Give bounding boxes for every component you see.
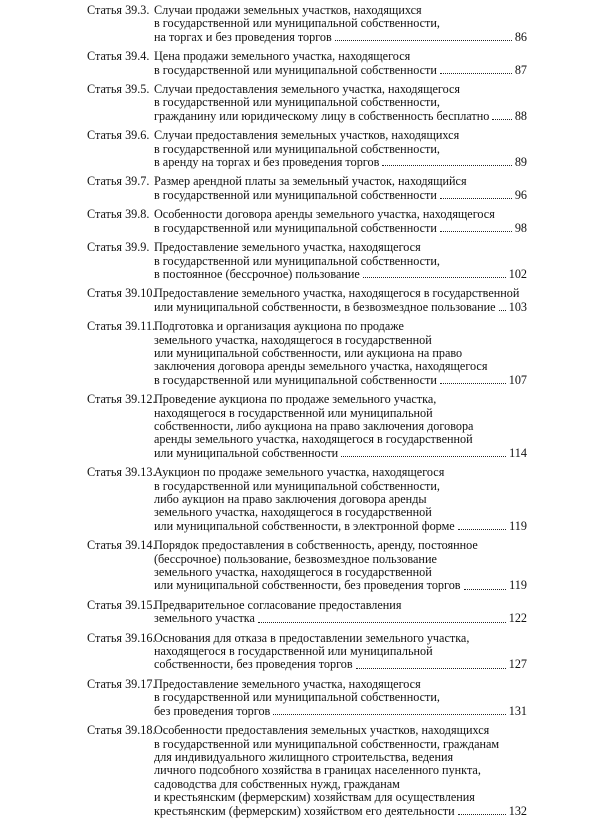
title-line: садоводства для собственных нужд, гражданам — [154, 777, 400, 791]
page-number: 107 — [508, 373, 527, 387]
toc-entry — [87, 208, 527, 235]
title-line-last — [154, 612, 527, 625]
dot-leader — [492, 118, 512, 120]
toc-entry — [87, 632, 527, 672]
title-line-last — [154, 658, 527, 671]
title-line: либо аукцион на право заключения договора аренды — [154, 493, 427, 506]
title-line-text: в государственной или муниципальной собственности — [154, 188, 437, 202]
article-title — [154, 466, 527, 533]
title-line-last — [154, 374, 527, 387]
dot-leader — [458, 528, 506, 530]
title-line-text: земельного участка — [154, 612, 255, 626]
article-label: Статья 39.3. — [87, 3, 150, 17]
dot-leader — [440, 197, 512, 199]
title-line-text: собственности, без проведения торгов — [154, 658, 353, 672]
toc-entry — [87, 539, 527, 593]
title-line-text: в государственной или муниципальной собственности — [154, 63, 437, 77]
toc-entry — [87, 599, 527, 626]
article-label: Статья 39.16. — [87, 630, 156, 645]
article-title — [154, 632, 527, 672]
toc-entry — [87, 724, 527, 818]
page-number: 98 — [514, 221, 527, 235]
article-title — [154, 320, 527, 387]
dot-leader — [363, 276, 506, 278]
toc-entry — [87, 83, 527, 123]
toc-entry — [87, 50, 527, 77]
article-title — [154, 175, 527, 202]
title-line-text: на торгах и без проведения торгов — [154, 30, 332, 44]
title-line-last — [154, 189, 527, 202]
article-label: Статья 39.9. — [87, 240, 150, 255]
article-title — [154, 539, 527, 593]
title-line-last — [154, 110, 527, 123]
title-line: Случаи предоставления земельного участка, находящегося — [154, 83, 461, 97]
title-line: Предоставление земельного участка, находящегося — [154, 241, 421, 255]
title-line: Подготовка и организация аукциона по продаже — [154, 320, 404, 334]
title-line-last — [154, 301, 527, 314]
title-line: Порядок предоставления в собственность, аренду, постоянное — [154, 539, 478, 553]
title-line-last — [154, 705, 527, 718]
article-title — [154, 83, 527, 123]
title-line-last — [154, 520, 527, 533]
article-label: Статья 39.13. — [87, 465, 156, 480]
dot-leader — [273, 713, 505, 715]
article-title — [154, 129, 527, 169]
toc-entry — [87, 393, 527, 460]
title-line: Основания для отказа в предоставлении земельного участка, — [154, 631, 470, 645]
toc-entry — [87, 287, 527, 314]
title-line-last — [154, 805, 527, 818]
title-line-text: крестьянским (фермерским) хозяйством его деятельности — [154, 804, 455, 818]
title-line: Цена продажи земельного участка, находящегося — [154, 50, 411, 64]
toc-entry — [87, 129, 527, 169]
title-line: Особенности предоставления земельных участков, находящихся — [154, 724, 490, 738]
title-line: аренды земельного участка, находящегося в государственной — [154, 433, 473, 447]
title-line-last — [154, 31, 527, 44]
title-line: для индивидуального жилищного строительства, ведения — [154, 750, 454, 764]
title-line-text: или муниципальной собственности — [154, 446, 339, 460]
title-line: Размер арендной платы за земельный участок, находящийся — [154, 175, 467, 189]
article-title — [154, 4, 527, 44]
dot-leader — [356, 667, 506, 669]
page-number: 127 — [508, 658, 527, 672]
title-line-text: в государственной или муниципальной собственности — [154, 373, 437, 387]
title-line: или муниципальной собственности, или аукциона на право — [154, 346, 463, 360]
toc-entry — [87, 678, 527, 718]
article-label: Статья 39.4. — [87, 49, 150, 64]
page-number: 88 — [514, 109, 527, 123]
page-number: 122 — [508, 612, 527, 626]
article-title — [154, 50, 527, 77]
article-label: Статья 39.10. — [87, 286, 156, 301]
title-line-text: в постоянное (бессрочное) пользование — [154, 267, 360, 281]
page-number: 102 — [508, 267, 527, 281]
title-line: Случаи предоставления земельных участков, находящихся — [154, 129, 460, 143]
title-line: личного подсобного хозяйства в границах населенного пункта, — [154, 764, 481, 778]
title-line: в государственной или муниципальной собственности, — [154, 691, 440, 705]
title-line: Проведение аукциона по продаже земельного участка, — [154, 393, 437, 407]
toc-entry — [87, 241, 527, 281]
title-line-last — [154, 156, 527, 169]
title-line-text: или муниципальной собственности, без проведения торгов — [154, 579, 461, 593]
title-line: в государственной или муниципальной собственности, гражданам — [154, 737, 500, 751]
page-number: 114 — [509, 446, 527, 460]
title-line-last — [154, 268, 527, 281]
article-label: Статья 39.15. — [87, 597, 156, 612]
title-line: Аукцион по продаже земельного участка, находящегося — [154, 466, 445, 480]
dot-leader — [458, 813, 506, 815]
article-title — [154, 208, 527, 235]
toc-entry — [87, 4, 527, 44]
toc-entry — [87, 466, 527, 533]
article-label: Статья 39.6. — [87, 128, 150, 143]
title-line: земельного участка, находящегося в государственной — [154, 566, 432, 580]
article-title — [154, 241, 527, 281]
page-number: 86 — [514, 30, 527, 44]
title-line-text: в государственной или муниципальной собственности — [154, 221, 437, 235]
dot-leader — [382, 164, 511, 166]
title-line: и крестьянским (фермерским) хозяйствам для осуществления — [154, 791, 475, 805]
toc-entry — [87, 175, 527, 202]
title-line-text: гражданину или юридическому лицу в собственность бесплатно — [154, 109, 490, 123]
page-number: 89 — [514, 156, 527, 170]
article-label: Статья 39.18. — [87, 723, 156, 738]
title-line-text: или муниципальной собственности, в электронной форме — [154, 519, 455, 533]
article-title — [154, 599, 527, 626]
title-line: Предоставление земельного участка, находящегося в государственной — [154, 287, 520, 301]
title-line: Предоставление земельного участка, находящегося — [154, 677, 421, 691]
toc-entry — [87, 320, 527, 387]
page-number: 96 — [514, 188, 527, 202]
title-line: земельного участка, находящегося в государственной — [154, 333, 432, 347]
dot-leader — [335, 39, 512, 41]
title-line-text: или муниципальной собственности, в безвозмездное пользование — [154, 300, 496, 314]
page-number: 119 — [509, 519, 527, 533]
title-line: Предварительное согласование предоставления — [154, 598, 402, 612]
article-label: Статья 39.5. — [87, 82, 150, 97]
title-line: Случаи продажи земельных участков, находящихся — [154, 4, 422, 17]
title-line: в государственной или муниципальной собственности, — [154, 479, 440, 493]
page-number: 131 — [508, 704, 527, 718]
article-title — [154, 724, 527, 818]
page-number: 119 — [509, 579, 527, 593]
title-line: в государственной или муниципальной собственности, — [154, 96, 440, 110]
title-line: находящегося в государственной или муниципальной — [154, 645, 433, 659]
dot-leader — [258, 621, 506, 623]
title-line-last — [154, 447, 527, 460]
title-line: в государственной или муниципальной собственности, — [154, 254, 440, 268]
article-label: Статья 39.17. — [87, 676, 156, 691]
title-line: собственности, либо аукциона на право заключения договора — [154, 419, 474, 433]
dot-leader — [440, 230, 512, 232]
title-line-last — [154, 222, 527, 235]
dot-leader — [464, 588, 507, 590]
dot-leader — [440, 72, 512, 74]
article-title — [154, 678, 527, 718]
article-label: Статья 39.8. — [87, 207, 150, 222]
article-label: Статья 39.7. — [87, 174, 150, 189]
table-of-contents — [87, 4, 527, 824]
title-line: в государственной или муниципальной собственности, — [154, 17, 440, 31]
dot-leader — [440, 382, 506, 384]
dot-leader — [499, 309, 506, 311]
article-title — [154, 287, 527, 314]
title-line: Особенности договора аренды земельного участка, находящегося — [154, 208, 495, 222]
title-line-last — [154, 64, 527, 77]
title-line: заключения договора аренды земельного участка, находящегося — [154, 360, 488, 374]
title-line: находящегося в государственной или муниципальной — [154, 406, 433, 420]
page-number: 103 — [508, 300, 527, 314]
title-line-last — [154, 579, 527, 592]
page-number: 87 — [514, 63, 527, 77]
page-number: 132 — [508, 804, 527, 818]
dot-leader — [341, 455, 506, 457]
article-label: Статья 39.14. — [87, 538, 156, 553]
title-line: земельного участка, находящегося в государственной — [154, 506, 432, 520]
article-label: Статья 39.12. — [87, 392, 156, 407]
title-line: в государственной или муниципальной собственности, — [154, 142, 440, 156]
article-label: Статья 39.11. — [87, 319, 156, 334]
article-title — [154, 393, 527, 460]
title-line-text: без проведения торгов — [154, 704, 271, 718]
title-line-text: в аренду на торгах и без проведения торгов — [154, 156, 380, 170]
title-line: (бессрочное) пользование, безвозмездное пользование — [154, 552, 437, 566]
